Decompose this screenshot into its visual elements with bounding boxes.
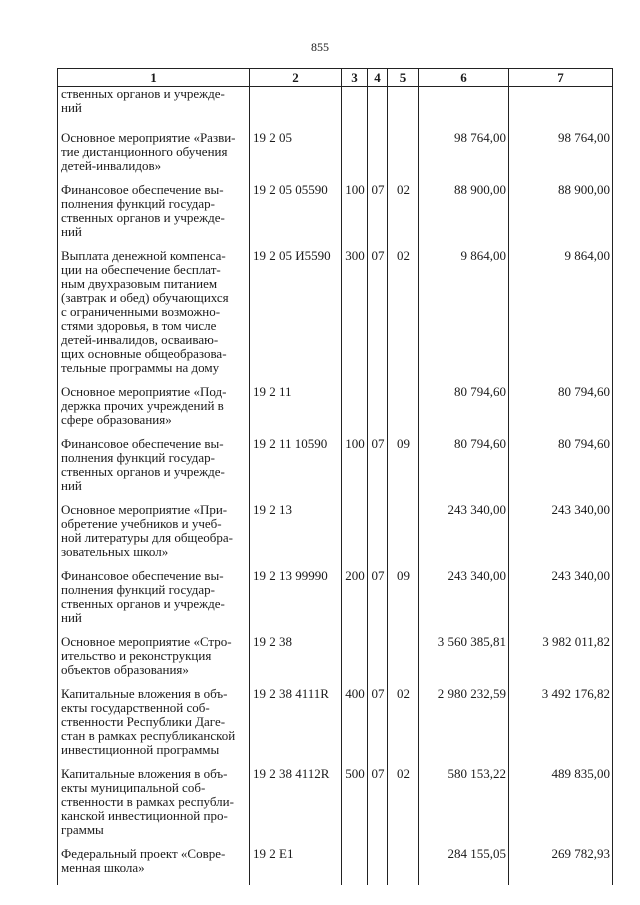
row-col6-value	[419, 847, 509, 885]
row-col3-cell	[342, 569, 368, 635]
row-col5-cell-text: 09	[397, 568, 410, 583]
row-col4-cell	[368, 635, 388, 687]
row-col3-cell	[342, 437, 368, 503]
row-col6-value	[419, 503, 509, 569]
row-col6-value-text: 580 153,22	[447, 766, 506, 781]
row-col3-cell-text: 500	[345, 766, 365, 781]
row-code-cell	[250, 249, 342, 385]
header-col-7: 7	[509, 69, 613, 87]
row-col6-value	[419, 767, 509, 847]
row-col5-cell-text: 09	[397, 436, 410, 451]
table-row	[58, 87, 613, 122]
row-col4-cell	[368, 767, 388, 847]
row-col7-value	[509, 847, 613, 885]
row-col4-cell-text: 07	[371, 436, 385, 451]
row-col4-cell	[368, 847, 388, 885]
table-row	[58, 503, 613, 569]
row-code-cell	[250, 437, 342, 503]
row-name-cell-text: Капитальные вложения в объ- екты муниципальной соб- ственности в рамках республи- канской инвестиционной про- граммы	[61, 766, 234, 837]
row-code-cell-text: 19 2 E1	[253, 846, 294, 861]
row-col5-cell	[388, 87, 419, 122]
table-row	[58, 569, 613, 635]
row-col7-value-text: 98 764,00	[558, 130, 610, 145]
row-code-cell-text: 19 2 11 10590	[253, 436, 328, 451]
row-col3-cell-text: 100	[345, 182, 365, 197]
row-col7-value-text: 88 900,00	[558, 182, 610, 197]
row-col4-cell	[368, 503, 388, 569]
row-col6-value-text: 9 864,00	[460, 248, 506, 263]
table-row	[58, 767, 613, 847]
table-row	[58, 687, 613, 767]
row-col4-cell	[368, 249, 388, 385]
row-name-cell-text: Выплата денежной компенса- ции на обеспечение бесплат- ным двухразовым питанием (завтрак и обед) обучающихся с ограниченными возможно- стями здоровья, в том числе детей-инвалидов, осваиваю- щих основные общеобразова- тельные программы на дому	[61, 248, 229, 375]
row-col6-value	[419, 249, 509, 385]
row-col6-value	[419, 569, 509, 635]
row-name-cell	[58, 249, 250, 385]
row-name-cell	[58, 635, 250, 687]
row-col5-cell-text: 02	[397, 248, 410, 263]
row-col5-cell	[388, 767, 419, 847]
row-col7-value	[509, 87, 613, 122]
row-col6-value-text: 80 794,60	[454, 436, 506, 451]
row-name-cell-text: Финансовое обеспечение вы- полнения функций государ- ственных органов и учрежде- ний	[61, 436, 225, 493]
row-col3-cell	[342, 767, 368, 847]
table-row	[58, 437, 613, 503]
row-col5-cell	[388, 687, 419, 767]
row-code-cell	[250, 687, 342, 767]
row-col3-cell-text: 100	[345, 436, 365, 451]
row-col7-value-text: 489 835,00	[551, 766, 610, 781]
row-name-cell	[58, 767, 250, 847]
row-col3-cell-text: 200	[345, 568, 365, 583]
row-col3-cell	[342, 249, 368, 385]
row-col7-value	[509, 687, 613, 767]
row-col5-cell	[388, 121, 419, 183]
row-col6-value-text: 88 900,00	[454, 182, 506, 197]
row-col7-value-text: 243 340,00	[551, 502, 610, 517]
row-name-cell-text: Капитальные вложения в объ- екты государственной соб- ственности Республики Даге- стан в рамках республиканской инвестиционной программы	[61, 686, 236, 757]
row-col6-value-text: 2 980 232,59	[437, 686, 506, 701]
table-row	[58, 847, 613, 885]
row-col3-cell-text: 300	[345, 248, 365, 263]
row-name-cell-text: Финансовое обеспечение вы- полнения функций государ- ственных органов и учрежде- ний	[61, 568, 225, 625]
table-row	[58, 183, 613, 249]
row-name-cell	[58, 121, 250, 183]
row-col3-cell	[342, 687, 368, 767]
row-col5-cell-text: 02	[397, 766, 410, 781]
row-col3-cell	[342, 503, 368, 569]
table-row	[58, 121, 613, 183]
row-col4-cell	[368, 569, 388, 635]
row-name-cell	[58, 183, 250, 249]
row-name-cell-text: Основное мероприятие «Под- держка прочих учреждений в сфере образования»	[61, 384, 227, 427]
row-col3-cell	[342, 183, 368, 249]
row-col7-value-text: 269 782,93	[551, 846, 610, 861]
table-row	[58, 249, 613, 385]
row-name-cell-text: Основное мероприятие «Разви- тие дистанционного обучения детей-инвалидов»	[61, 130, 236, 173]
header-col-2: 2	[250, 69, 342, 87]
row-col5-cell	[388, 503, 419, 569]
header-col-5: 5	[388, 69, 419, 87]
row-code-cell-text: 19 2 05 И5590	[253, 248, 331, 263]
row-col6-value-text: 3 560 385,81	[437, 634, 506, 649]
row-col7-value-text: 243 340,00	[551, 568, 610, 583]
row-col6-value	[419, 385, 509, 437]
row-code-cell-text: 19 2 05	[253, 130, 292, 145]
row-name-cell	[58, 385, 250, 437]
row-code-cell	[250, 767, 342, 847]
row-col5-cell	[388, 847, 419, 885]
row-col3-cell	[342, 847, 368, 885]
row-col7-value	[509, 183, 613, 249]
row-col4-cell	[368, 87, 388, 122]
row-code-cell-text: 19 2 05 05590	[253, 182, 328, 197]
table-header-row	[58, 69, 613, 87]
row-code-cell-text: 19 2 13 99990	[253, 568, 328, 583]
row-col7-value	[509, 249, 613, 385]
row-name-cell-text: Основное мероприятие «Стро- ительство и реконструкция объектов образования»	[61, 634, 232, 677]
row-col5-cell	[388, 183, 419, 249]
row-col6-value	[419, 437, 509, 503]
row-code-cell	[250, 847, 342, 885]
header-col-1: 1	[58, 69, 250, 87]
row-col7-value-text: 9 864,00	[564, 248, 610, 263]
budget-table	[57, 68, 613, 885]
row-code-cell	[250, 385, 342, 437]
row-col5-cell-text: 02	[397, 686, 410, 701]
row-col4-cell	[368, 121, 388, 183]
row-col7-value	[509, 121, 613, 183]
row-col6-value	[419, 87, 509, 122]
row-col4-cell-text: 07	[371, 686, 385, 701]
row-col4-cell-text: 07	[371, 568, 385, 583]
row-code-cell	[250, 635, 342, 687]
row-col7-value-text: 80 794,60	[558, 436, 610, 451]
row-code-cell-text: 19 2 38	[253, 634, 292, 649]
row-name-cell-text: ственных органов и учрежде- ний	[61, 86, 225, 115]
row-col3-cell	[342, 635, 368, 687]
table-row	[58, 635, 613, 687]
row-col5-cell	[388, 437, 419, 503]
row-col3-cell	[342, 121, 368, 183]
row-name-cell	[58, 687, 250, 767]
row-col5-cell-text: 02	[397, 182, 410, 197]
row-col7-value-text: 3 492 176,82	[541, 686, 610, 701]
row-col5-cell	[388, 249, 419, 385]
row-name-cell	[58, 569, 250, 635]
row-col5-cell	[388, 635, 419, 687]
row-col7-value	[509, 503, 613, 569]
row-col6-value-text: 243 340,00	[447, 568, 506, 583]
row-col7-value-text: 3 982 011,82	[542, 634, 610, 649]
row-col6-value	[419, 183, 509, 249]
row-col6-value	[419, 121, 509, 183]
row-code-cell	[250, 183, 342, 249]
row-col7-value	[509, 385, 613, 437]
row-code-cell	[250, 503, 342, 569]
header-col-6: 6	[419, 69, 509, 87]
row-col7-value	[509, 767, 613, 847]
row-col6-value	[419, 687, 509, 767]
row-col7-value-text: 80 794,60	[558, 384, 610, 399]
row-code-cell-text: 19 2 38 4112R	[253, 766, 330, 781]
row-col6-value-text: 80 794,60	[454, 384, 506, 399]
row-col4-cell	[368, 183, 388, 249]
row-name-cell	[58, 503, 250, 569]
row-col7-value	[509, 635, 613, 687]
row-name-cell-text: Финансовое обеспечение вы- полнения функций государ- ственных органов и учрежде- ний	[61, 182, 225, 239]
row-col3-cell-text: 400	[345, 686, 365, 701]
row-col6-value-text: 98 764,00	[454, 130, 506, 145]
row-col3-cell	[342, 385, 368, 437]
row-col6-value	[419, 635, 509, 687]
row-col3-cell	[342, 87, 368, 122]
row-name-cell-text: Федеральный проект «Совре- менная школа»	[61, 846, 226, 875]
header-col-4: 4	[368, 69, 388, 87]
row-code-cell-text: 19 2 11	[253, 384, 292, 399]
row-col4-cell-text: 07	[371, 248, 385, 263]
row-name-cell	[58, 87, 250, 122]
row-code-cell	[250, 87, 342, 122]
row-code-cell	[250, 569, 342, 635]
row-col6-value-text: 284 155,05	[447, 846, 506, 861]
row-col6-value-text: 243 340,00	[447, 502, 506, 517]
row-col4-cell	[368, 437, 388, 503]
row-name-cell	[58, 847, 250, 885]
header-col-3: 3	[342, 69, 368, 87]
row-code-cell	[250, 121, 342, 183]
table-row	[58, 385, 613, 437]
row-col4-cell-text: 07	[371, 182, 385, 197]
row-col7-value	[509, 569, 613, 635]
row-col4-cell	[368, 687, 388, 767]
row-name-cell-text: Основное мероприятие «При- обретение учебников и учеб- ной литературы для общеобра- зовательных школ»	[61, 502, 233, 559]
row-code-cell-text: 19 2 38 4111R	[253, 686, 329, 701]
row-col5-cell	[388, 569, 419, 635]
row-col4-cell-text: 07	[371, 766, 385, 781]
row-col4-cell	[368, 385, 388, 437]
row-col5-cell	[388, 385, 419, 437]
table-body	[58, 87, 613, 886]
page-number: 855	[311, 40, 329, 54]
row-code-cell-text: 19 2 13	[253, 502, 292, 517]
row-name-cell	[58, 437, 250, 503]
row-col7-value	[509, 437, 613, 503]
